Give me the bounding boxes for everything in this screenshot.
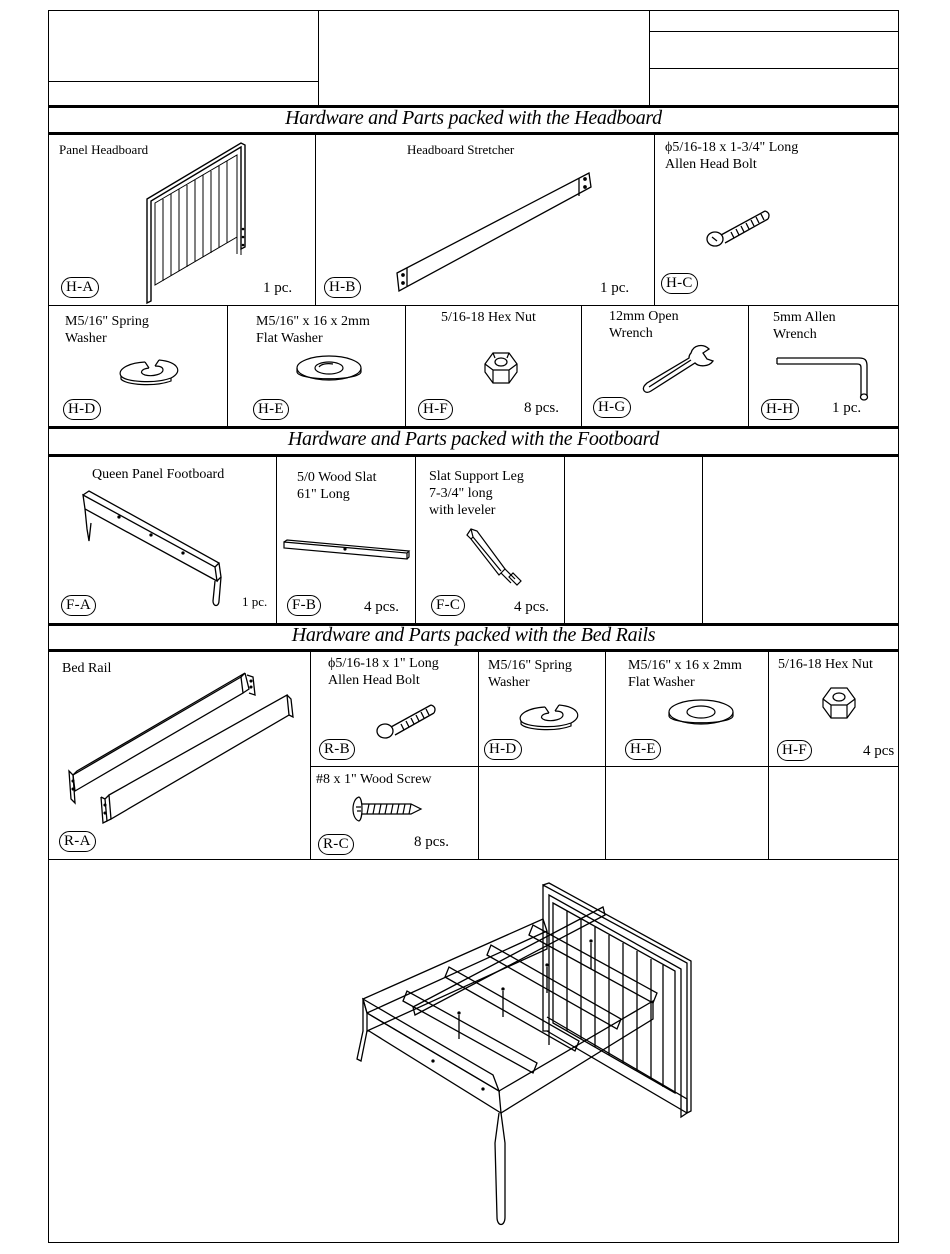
bed-rail-illustration — [65, 671, 295, 831]
part-qty-r-c: 8 pcs. — [414, 834, 449, 850]
part-code-h-h: H-H — [761, 399, 799, 420]
part-name-line: 5/0 Wood Slat — [297, 470, 377, 485]
cell-divider — [748, 305, 749, 426]
part-code-f-a: F-A — [61, 595, 96, 616]
cell-divider — [605, 652, 606, 859]
part-name-h-c — [665, 139, 798, 173]
part-name-r-e — [628, 657, 742, 691]
part-name-h-f: 5/16-18 Hex Nut — [441, 310, 536, 325]
part-code-h-c: H-C — [661, 273, 698, 294]
part-name-line: M5/16" Spring — [488, 658, 572, 673]
hex-nut-illustration — [821, 685, 857, 721]
part-name-line: Wrench — [773, 327, 817, 342]
part-qty-h-f: 8 pcs. — [524, 400, 559, 416]
open-wrench-illustration — [639, 341, 719, 395]
part-name-line: 12mm Open — [609, 309, 679, 324]
part-code-r-c: R-C — [318, 834, 354, 855]
section-title-headboard: Hardware and Parts packed with the Headboard — [285, 107, 662, 129]
hex-nut-illustration — [483, 350, 519, 386]
part-code-r-d: H-D — [484, 739, 522, 760]
part-name-f-a: Queen Panel Footboard — [92, 467, 225, 482]
part-name-f-b — [297, 469, 377, 503]
band-line — [49, 132, 898, 135]
cell-divider — [768, 652, 769, 859]
part-name-r-d — [488, 657, 572, 691]
slat-support-leg-illustration — [461, 525, 531, 589]
cell-divider — [564, 457, 565, 623]
flat-washer-illustration — [295, 353, 363, 387]
part-name-r-f: 5/16-18 Hex Nut — [778, 657, 873, 672]
part-qty-f-c: 4 pcs. — [514, 599, 549, 615]
cell-divider — [702, 457, 703, 623]
band-line — [49, 454, 898, 457]
part-name-line: Flat Washer — [256, 331, 323, 346]
part-name-line: 61" Long — [297, 487, 350, 502]
part-code-h-d: H-D — [63, 399, 101, 420]
cell-divider — [581, 305, 582, 426]
assembled-bed-illustration — [353, 881, 703, 1243]
panel-headboard-illustration — [143, 139, 253, 304]
row-divider — [310, 766, 898, 767]
part-code-r-e: H-E — [625, 739, 661, 760]
allen-bolt-illustration — [705, 205, 771, 249]
part-qty-r-f: 4 pcs — [863, 743, 895, 759]
footboard-illustration — [79, 487, 225, 611]
part-name-r-c: #8 x 1" Wood Screw — [316, 772, 432, 787]
part-name-h-b: Headboard Stretcher — [407, 142, 515, 157]
band-line — [49, 649, 898, 652]
part-name-line: Allen Head Bolt — [665, 157, 757, 172]
part-name-line: 5mm Allen — [773, 310, 836, 325]
part-name-h-g — [609, 308, 679, 342]
part-name-line: Allen Head Bolt — [328, 673, 420, 688]
part-code-f-b: F-B — [287, 595, 321, 616]
row-divider — [49, 859, 898, 860]
row-divider — [49, 305, 898, 306]
part-name-h-a: Panel Headboard — [59, 142, 149, 157]
part-code-r-f: H-F — [777, 740, 812, 761]
part-code-r-b: R-B — [319, 739, 355, 760]
part-name-r-b — [328, 655, 439, 689]
cell-divider — [654, 135, 655, 305]
title-line-right-1 — [649, 31, 898, 32]
spring-washer-illustration — [115, 354, 183, 386]
part-qty-h-b: 1 pc. — [600, 280, 630, 296]
part-code-h-f: H-F — [418, 399, 453, 420]
part-qty-f-b: 4 pcs. — [364, 599, 399, 615]
headboard-stretcher-illustration — [393, 169, 603, 299]
allen-wrench-illustration — [775, 356, 871, 402]
part-name-line: M5/16" x 16 x 2mm — [256, 314, 370, 329]
part-name-h-d — [65, 313, 149, 347]
part-name-line: with leveler — [429, 503, 496, 518]
cell-divider — [315, 135, 316, 305]
allen-bolt-illustration — [375, 699, 437, 741]
part-name-line: Wrench — [609, 326, 653, 341]
part-code-h-b: H-B — [324, 277, 361, 298]
part-qty-f-a: 1 pc. — [242, 594, 268, 609]
section-title-footboard: Hardware and Parts packed with the Footboard — [287, 428, 660, 450]
part-name-line: Flat Washer — [628, 675, 695, 690]
part-name-line: ϕ5/16-18 x 1-3/4" Long — [665, 140, 799, 155]
part-qty-h-h: 1 pc. — [832, 400, 862, 416]
section-title-bed-rails: Hardware and Parts packed with the Bed Rails — [291, 624, 656, 646]
part-qty-h-a: 1 pc. — [263, 280, 293, 296]
cell-divider — [405, 305, 406, 426]
cell-divider — [415, 457, 416, 623]
part-code-h-e: H-E — [253, 399, 289, 420]
part-name-line: Washer — [65, 331, 107, 346]
part-name-line: Washer — [488, 675, 530, 690]
part-name-h-h — [773, 309, 836, 343]
cell-divider — [227, 305, 228, 426]
title-line-left — [49, 81, 319, 82]
cell-divider — [478, 652, 479, 859]
cell-divider — [310, 652, 311, 859]
wood-slat-illustration — [281, 539, 411, 565]
part-name-line: ϕ5/16-18 x 1" Long — [328, 656, 439, 671]
part-name-line: M5/16" x 16 x 2mm — [628, 658, 742, 673]
flat-washer-illustration — [667, 697, 735, 731]
title-divider-1 — [318, 11, 319, 105]
part-name-h-e — [256, 313, 370, 347]
title-line-right-2 — [649, 68, 898, 69]
part-name-line: M5/16" Spring — [65, 314, 149, 329]
spring-washer-illustration — [515, 699, 583, 731]
part-code-r-a: R-A — [59, 831, 96, 852]
parts-sheet — [48, 10, 899, 1243]
part-code-f-c: F-C — [431, 595, 465, 616]
part-code-h-a: H-A — [61, 277, 99, 298]
part-name-r-a: Bed Rail — [62, 661, 112, 676]
title-divider-2 — [649, 11, 650, 105]
part-name-line: Slat Support Leg — [429, 469, 524, 484]
part-code-h-g: H-G — [593, 397, 631, 418]
cell-divider — [276, 457, 277, 623]
part-name-f-c — [429, 468, 524, 519]
wood-screw-illustration — [349, 795, 425, 823]
part-name-line: 7-3/4" long — [429, 486, 493, 501]
